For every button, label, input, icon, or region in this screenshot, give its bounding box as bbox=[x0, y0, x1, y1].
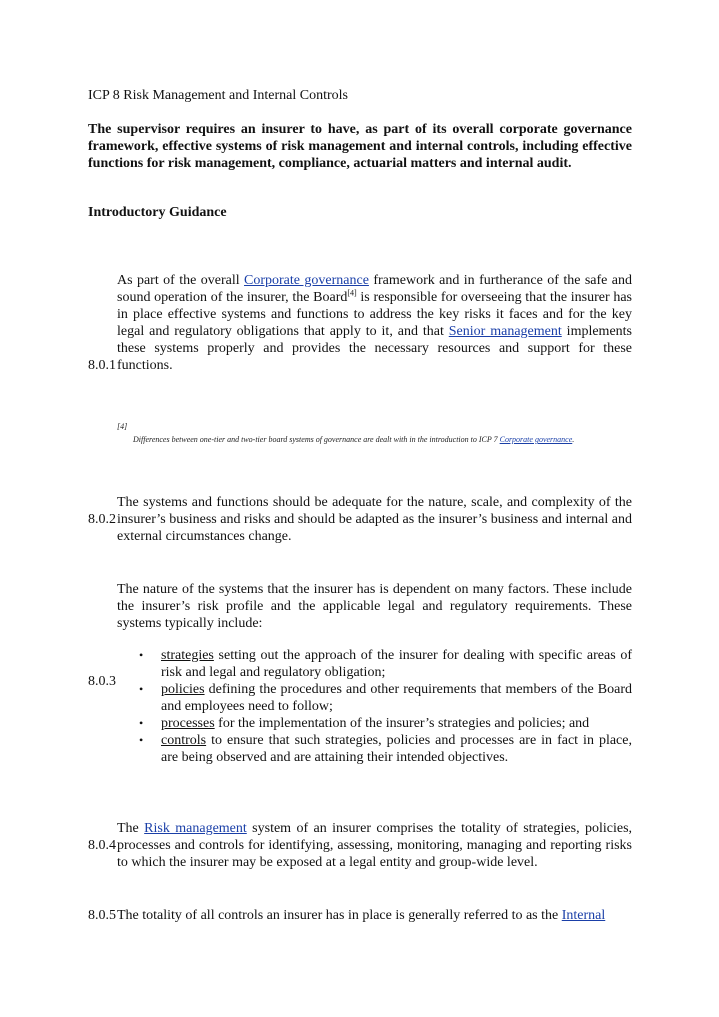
paragraph-number-8-0-1: 8.0.1 bbox=[88, 358, 116, 373]
internal-link[interactable]: Internal bbox=[561, 908, 606, 923]
footnote-ref-4[interactable]: [4] bbox=[347, 288, 357, 298]
paragraph-8-0-3: The nature of the systems that the insurer has is dependent on many factors. These include the insurer’s risk profile and the applicable legal and regulatory requirements. These systems typically include: bbox=[117, 582, 632, 631]
bullet-icon: • bbox=[139, 733, 144, 747]
paragraph-8-0-1: As part of the overall Corporate governance framework and in furtherance of the safe and sound operation of the insurer, the Board[4] is responsible for overseeing that the insurer has in place effective systems and functions to address the key risks it faces and for the key legal and regulatory obligations that apply to it, and that Senior management implements these systems properly and provides the necessary resources and support for these functions. bbox=[117, 273, 633, 373]
section-heading: ICP 8 Risk Management and Internal Controls bbox=[88, 88, 348, 103]
footnote-mark: [4] bbox=[117, 422, 128, 431]
paragraph-8-0-5: The totality of all controls an insurer has in place is generally referred to as the Internal bbox=[117, 908, 606, 923]
paragraph-8-0-2: The systems and functions should be adequate for the nature, scale, and complexity of the insurer’s business and risks and should be adapted as the insurer’s business and internal and external circumstances change. bbox=[117, 495, 632, 544]
icp-standard-statement: The supervisor requires an insurer to have, as part of its overall corporate governance framework, effective systems of risk management and internal controls, including effective functions for risk management, compliance, actuarial matters and internal audit. bbox=[88, 122, 632, 171]
bullet-icon: • bbox=[139, 648, 144, 662]
bullet-icon: • bbox=[139, 682, 144, 696]
senior-management-link[interactable]: Senior management bbox=[448, 324, 562, 339]
list-item: • processes for the implementation of the insurer’s strategies and policies; and bbox=[139, 716, 590, 731]
paragraph-number-8-0-3: 8.0.3 bbox=[88, 674, 116, 689]
list-item: • policies defining the procedures and other requirements that members of the Board and employees need to follow; bbox=[139, 682, 632, 714]
list-item: • controls to ensure that such strategies, policies and processes are in fact in place, are being observed and are attaining their intended objectives. bbox=[139, 733, 632, 765]
introductory-guidance-heading: Introductory Guidance bbox=[88, 205, 227, 220]
list-item: • strategies setting out the approach of the insurer for dealing with specific areas of risk and legal and regulatory obligation; bbox=[139, 648, 632, 680]
footnote-4: [4] Differences between one-tier and two-tier board systems of governance are dealt with in the introduction to ICP 7 Corporate governance. bbox=[117, 421, 632, 446]
bullet-icon: • bbox=[139, 716, 144, 730]
footnote-corporate-governance-link[interactable]: Corporate governance bbox=[499, 435, 573, 444]
systems-list bbox=[117, 647, 632, 766]
paragraph-8-0-4: The Risk management system of an insurer comprises the totality of strategies, policies, processes and controls for identifying, assessing, monitoring, managing and reporting risks to which the insurer may be exposed at a legal entity and group-wide level. bbox=[117, 821, 633, 870]
risk-management-link[interactable]: Risk management bbox=[144, 821, 247, 836]
paragraph-number-8-0-4: 8.0.4 bbox=[88, 838, 116, 853]
paragraph-number-8-0-5: 8.0.5 bbox=[88, 908, 116, 923]
corporate-governance-link[interactable]: Corporate governance bbox=[244, 273, 369, 288]
paragraph-number-8-0-2: 8.0.2 bbox=[88, 512, 116, 527]
